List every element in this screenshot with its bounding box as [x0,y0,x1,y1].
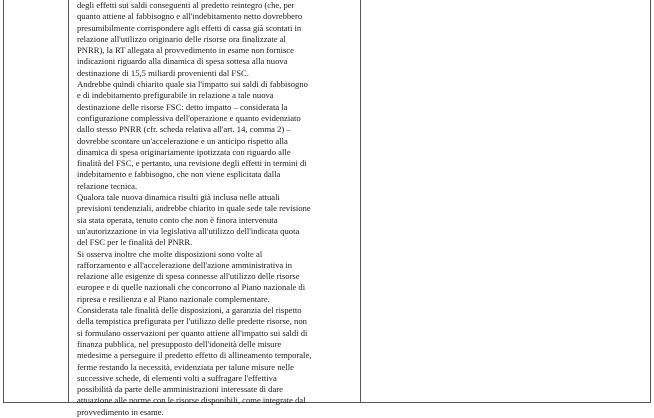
text-line: finalità del FSC, e pertanto, una revisione degli effetti in termini di [77,158,307,169]
text-line: un'autorizzazione in via legislativa all'utilizzo dell'indicata quota [77,225,300,236]
text-line: sia stata operata, tenuto conto che non è finora intervenuta [77,214,278,225]
text-line: provvedimento in esame. [77,406,164,417]
text-line: Qualora tale nuova dinamica risulti già inclusa nelle attuali [77,192,280,203]
text-line: rafforzamento e all'accelerazione dell'azione amministrativa in [77,259,293,270]
text-line: relazione alle esigenze di spesa connesse all'utilizzo delle risorse [77,271,300,282]
text-line: successive schede, di elementi volti a suffragare l'effettiva [77,372,277,383]
text-line: europee e di quelle nazionali che concorrono al Piano nazionale di [77,282,306,293]
text-line: della tempistica prefigurata per l'utilizzo delle predette risorse, non [77,316,307,327]
text-line: Andrebbe quindi chiarito quale sia l'impatto sui saldi di fabbisogno [77,79,308,90]
paragraph-disposizioni [77,249,357,305]
text-line: ripresa e resilienza e al Piano nazionale complementare. [77,293,270,304]
comment-table [3,0,651,417]
text-line: dinamica di spesa originariamente ipotizzata con riguardo alle [77,146,291,157]
paragraph-dinamica [77,192,357,248]
text-line: presumibilmente corrispondere agli effetti di cassa già scontati in [77,22,302,33]
text-line: relazione all'utilizzo originario delle risorse ora finalizzate al [77,33,286,44]
paragraph-saldi [77,0,357,79]
text-line: PNRR), la RT allegata al provvedimento in esame non fornisce [77,45,294,56]
text-line: del FSC per le finalità del PNRR. [77,237,193,248]
text-line: relazione tecnica. [77,180,138,191]
text-line: indicazioni riguardo alla dinamica di spesa sottesa alla nuova [77,56,288,67]
table-column-right [361,0,650,402]
text-line: ferme restando la necessità, evidenziata per talune misure nelle [77,361,294,372]
text-line: quanto attiene al fabbisogno e all'indebitamento netto dovrebbero [77,11,303,22]
paragraph-impatto [77,79,357,192]
table-column-left [4,0,69,402]
text-line: Considerata tale finalità delle disposizioni, a garanzia del rispetto [77,305,302,316]
text-line: previsioni tendenziali, andrebbe chiarito in quale sede tale revisione [77,203,311,214]
text-line: destinazione delle risorse FSC: detto impatto – considerata la [77,101,288,112]
text-line: si formulano osservazioni per quanto attiene all'impatto sui saldi di [77,327,308,338]
text-line: e di indebitamento prefigurabile in relazione a tale nuova [77,90,274,101]
text-line: finanza pubblica, nel presupposto dell'idoneità delle misure [77,338,282,349]
text-line: configurazione complessiva dell'operazione e quanto evidenziato [77,112,301,123]
text-line: dovrebbe scontare un'accelerazione e un anticipo rispetto alla [77,135,288,146]
text-line: dallo stesso PNRR (cfr. scheda relativa all'art. 14, comma 2) – [77,124,291,135]
text-line: degli effetti sui saldi conseguenti al predetto reintegro (che, per [77,0,295,10]
table-column-text [69,0,361,417]
paragraph-finalita [77,305,357,418]
text-line: indebitamento e fabbisogno, che non viene esplicitata dalla [77,169,281,180]
text-line: attuazione alle norme con le risorse disponibili, come integrate dal [77,395,306,406]
text-line: destinazione di 15,5 miliardi provenienti dal FSC. [77,67,249,78]
text-line: possibilità da parte delle amministrazioni interessate di dare [77,384,283,395]
text-line: Si osserva inoltre che molte disposizioni sono volte al [77,248,263,259]
text-line: medesime a perseguire il predetto effetto di allineamento temporale, [77,350,312,361]
